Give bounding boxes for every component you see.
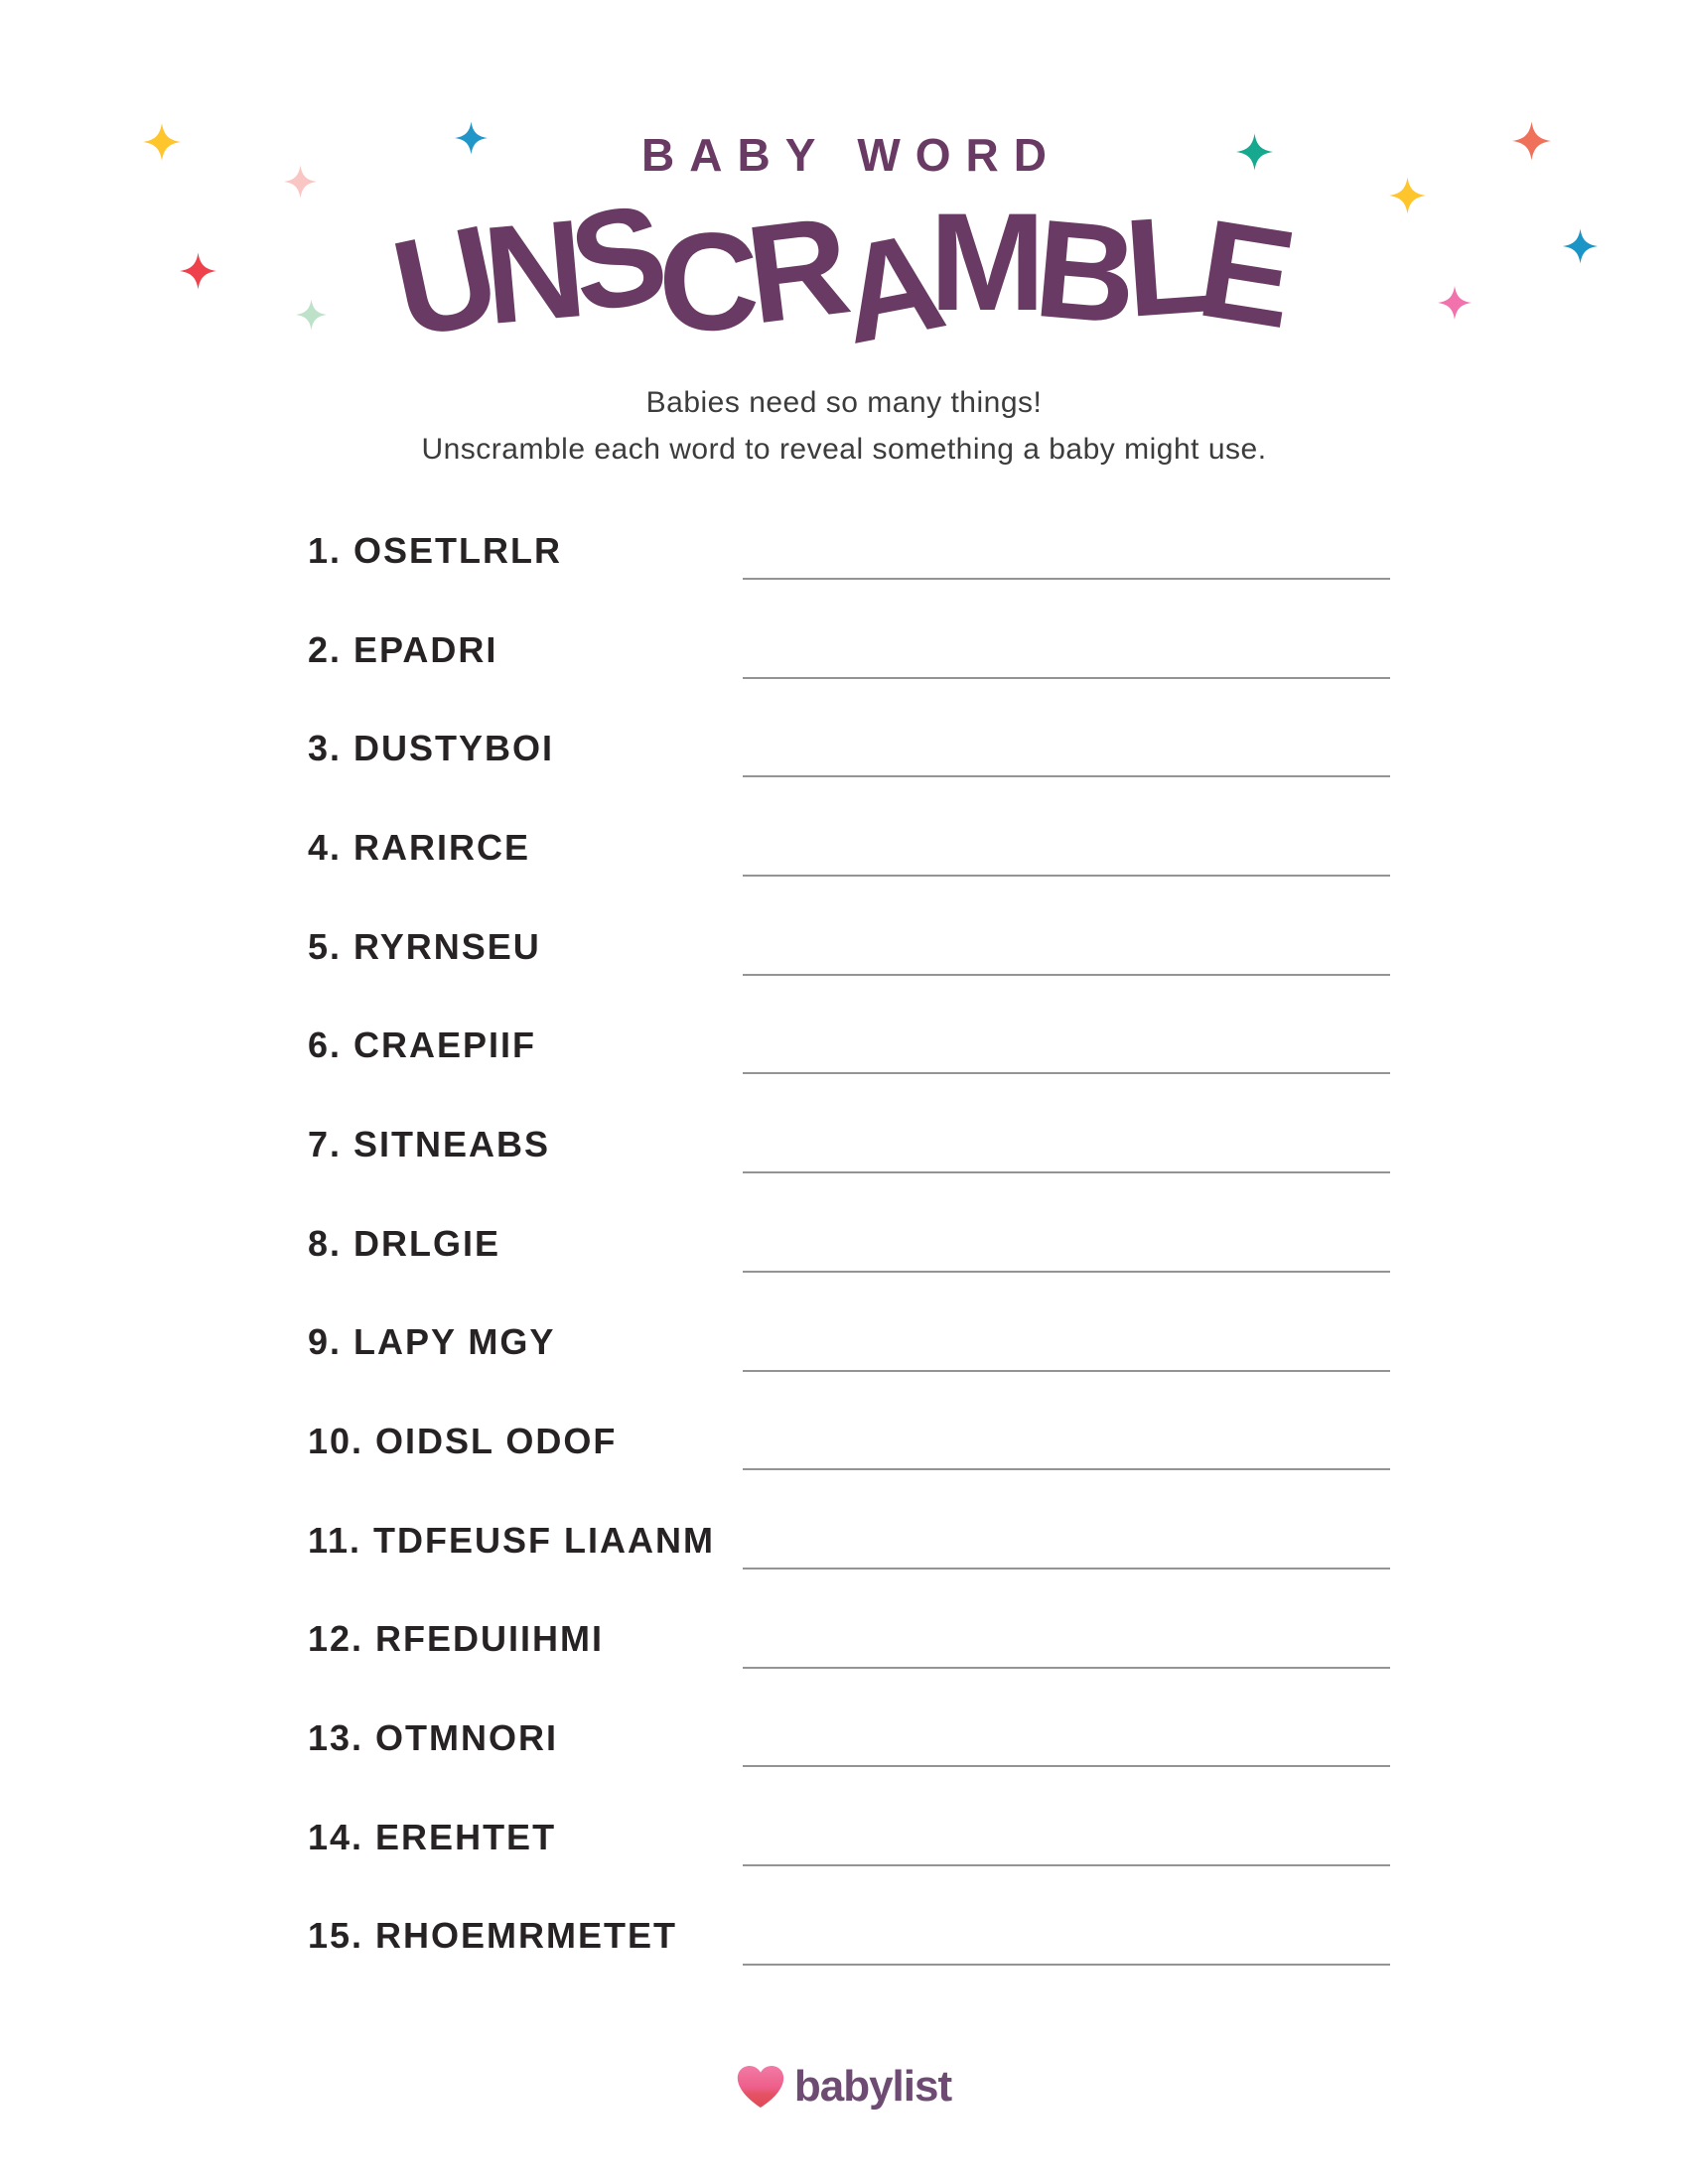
- subtitle-line1: Babies need so many things!: [645, 386, 1043, 419]
- title-letter: A: [827, 201, 956, 373]
- scrambled-word: 6. CRAEPIIF: [308, 1024, 537, 1066]
- brand-wordmark: babylist: [793, 2062, 952, 2111]
- title-letter: C: [655, 202, 762, 361]
- title-letter: M: [929, 184, 1046, 340]
- puzzle-row: [308, 601, 1390, 700]
- answer-line: [743, 1964, 1390, 1966]
- answer-line: [743, 1468, 1390, 1470]
- heart-icon: [737, 2066, 784, 2108]
- title-letter: R: [739, 186, 858, 353]
- puzzle-row: [308, 1590, 1390, 1690]
- puzzle-row: [308, 1294, 1390, 1393]
- answer-line: [743, 875, 1390, 877]
- answer-line: [743, 974, 1390, 976]
- scrambled-word: 7. SITNEABS: [308, 1123, 551, 1164]
- scrambled-word: 8. DRLGIE: [308, 1222, 501, 1264]
- answer-line: [743, 1864, 1390, 1866]
- title-letter: U: [380, 195, 512, 368]
- footer-logo: [0, 2057, 1688, 2116]
- puzzle-row: [308, 1095, 1390, 1194]
- puzzle-row: [308, 699, 1390, 798]
- title-letter: E: [1189, 189, 1306, 358]
- puzzle-row: [308, 1689, 1390, 1788]
- answer-line: [743, 1271, 1390, 1273]
- puzzle-row: [308, 897, 1390, 997]
- scrambled-word: 12. RFEDUIIHMI: [308, 1618, 605, 1660]
- puzzle-row: [308, 1194, 1390, 1294]
- scrambled-word: 4. RARIRCE: [308, 826, 531, 868]
- puzzle-row: [308, 1392, 1390, 1491]
- subtitle-line2: Unscramble each word to reveal something a baby might use.: [421, 433, 1267, 466]
- scrambled-word: 9. LAPY MGY: [308, 1321, 556, 1363]
- scrambled-word: 5. RYRNSEU: [308, 925, 541, 967]
- puzzle-list: [308, 501, 1390, 1985]
- title-letter: B: [1029, 189, 1143, 354]
- answer-line: [743, 1667, 1390, 1669]
- answer-line: [743, 1171, 1390, 1173]
- answer-line: [743, 775, 1390, 777]
- puzzle-row: [308, 501, 1390, 601]
- scrambled-word: 13. OTMNORI: [308, 1717, 559, 1759]
- scrambled-word: 14. EREHTET: [308, 1816, 557, 1857]
- puzzle-row: [308, 996, 1390, 1095]
- answer-line: [743, 1568, 1390, 1570]
- subtitle: [0, 379, 1688, 473]
- scrambled-word: 2. EPADRI: [308, 628, 498, 670]
- scrambled-word: 15. RHOEMRMETET: [308, 1915, 678, 1957]
- scrambled-word: 1. OSETLRLR: [308, 529, 563, 571]
- answer-line: [743, 578, 1390, 580]
- scrambled-word: 11. TDFEUSF LIAANM: [308, 1519, 716, 1561]
- title-letter: N: [478, 189, 592, 354]
- main-title: [0, 173, 1688, 373]
- title-letter: L: [1119, 185, 1216, 346]
- scrambled-word: 10. OIDSL ODOF: [308, 1421, 618, 1462]
- kicker-title: BABY WORD: [641, 129, 1061, 181]
- puzzle-row: [308, 1491, 1390, 1590]
- puzzle-row: [308, 798, 1390, 897]
- title-letter: S: [559, 173, 678, 343]
- scrambled-word: 3. DUSTYBOI: [308, 728, 555, 769]
- answer-line: [743, 1072, 1390, 1074]
- puzzle-row: [308, 1788, 1390, 1887]
- answer-line: [743, 1370, 1390, 1372]
- answer-line: [743, 677, 1390, 679]
- answer-line: [743, 1765, 1390, 1767]
- puzzle-row: [308, 1887, 1390, 1986]
